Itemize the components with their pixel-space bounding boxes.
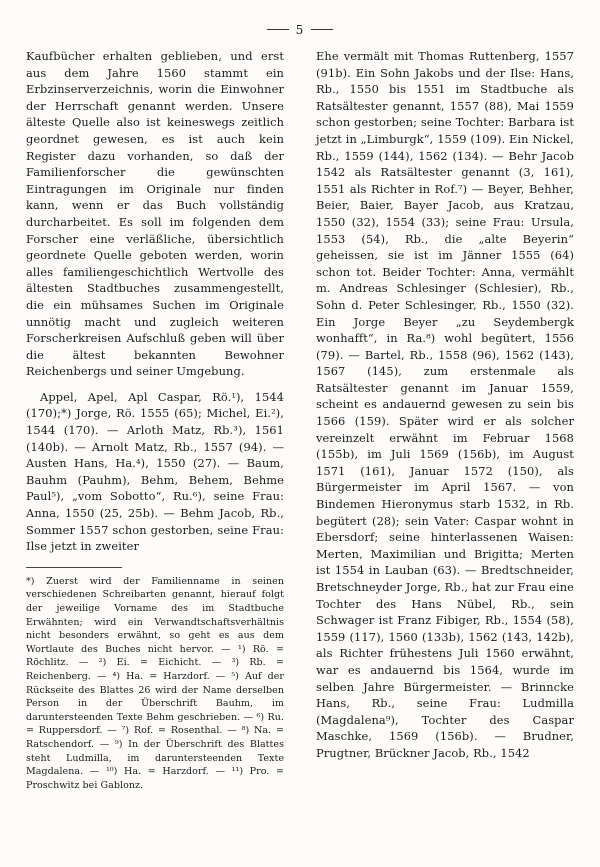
page-header (0, 22, 600, 37)
entries-right: Ehe vermält mit Thomas Ruttenberg, 1557 (91b). Ein Sohn Jakobs und der Ilse: Hans, Rb., 1550 bis 1551 im Stadtbuche als Ratsältester genannt, 1557 (88), Mai 1559 schon gestorben; seine Tochter: Barbara ist jetzt in „Limburgk“, 1559 (109). Ein Nickel, Rb., 1559 (144), 1562 (134). — Behr Jacob 1542 als Ratsältester genannt (3, 161), 1551 als Richter in Rof.⁷) — Beyer, Behher, Beier, Baier, Bayer Jacob, aus Kratzau, 1550 (32), 1554 (33); seine Frau: Ursula, 1553 (54), Rb., die „alte Beyerin“ geheissen, sie ist im Jänner 1555 (64) schon tot. Beider Tochter: Anna, vermählt m. Andreas Schlesinger (Schlesier), Rb., Sohn d. Peter Schlesinger, Rb., 1550 (32). Ein Jorge Beyer „zu Seydembergk wonhafft“, in Ra.⁸) wohl begütert, 1556 (79). — Bartel, Rb., 1558 (96), 1562 (143), 1567 (145), zum erstenmale als Ratsältester genannt im Januar 1559, scheint es andauernd gewesen zu sein bis 1566 (159). Später wird er als solcher vereinzelt erwähnt im Februar 1568 (155b), im Juli 1569 (156b), im August 1571 (161), Januar 1572 (150), als Bürgermeister im April 1567. — von Bindemen Hieronymus starb 1532, in Rb. begütert (28); sein Vater: Caspar wohnt in Ebersdorf; seine hinterlassenen Waisen: Merten, Maximilian und Brigitta; Merten ist 1554 in Lauban (63). — Bredtschneider, Bretschneyder Jorge, Rb., hat zur Frau eine Tochter des Hans Nübel, Rb., sein Schwager ist Franz Fibiger, Rb., 1554 (58), 1559 (117), 1560 (133b), 1562 (143, 142b), als Richter frühestens Juli 1560 erwähnt, war es andauernd bis 1564, wurde im selben Jahre Bürgermeister. — Brinncke Hans, Rb., seine Frau: Ludmilla (Magdalena⁹), Tochter des Caspar Maschke, 1569 (156b). — Brudner, Prugtner, Brückner Jacob, Rb., 1542 (316, 49, 574, 760)
page-number: 5 (295, 22, 305, 37)
header-rule-left (267, 29, 289, 30)
intro-paragraph: Kaufbücher erhalten geblieben, und erst aus dem Jahre 1560 stammt ein Erbzinserverzeichnis, worin die Einwohner der Herrschaft genannt werden. Unsere älteste Quelle also ist keineswegs zeitlich geordnet gewesen, es ist auch kein Register dazu vorhanden, so daß der Familienforscher die gewünschten Eintragungen im Originale nur finden kann, wenn er das Buch vollständig durcharbeitet. Es soll im folgenden dem Forscher eine verläßliche, übersichtlich geordnete Quelle geboten werden, worin alles familiengeschichtlich Wertvolle des ältesten Stadtbuches zusammengestellt, die ein mühsames Suchen im Originale unnötig macht und zugleich weiteren Forscherkreisen Aufschluß geben will über die ältest bekannten Bewohner Reichenbergs und seiner Umgebung. (26, 49, 284, 379)
header-rule-right (311, 29, 333, 30)
column-left (26, 48, 284, 848)
footnotes-left: *) Zuerst wird der Familienname in seinen verschiedenen Schreibarten genannt, hierauf folgt der jeweilige Vorname des im Stadtbuche Erwähnten; wird ein Verwandtschaftsverhältnis nicht besonders erwähnt, so geht es aus dem Wortlaute des Buches nicht hervor. — ¹) Rö. = Röchlitz. — ²) Ei. = Eichicht. — ³) Rb. = Reichenberg. — ⁴) Ha. = Harzdorf. — ⁵) Auf der Rückseite des Blattes 26 wird der Name derselben Person in der Überschrift Bauhm, im daruntersteenden Texte Behm geschrieben. — ⁶) Ru. = Ruppersdorf. — ⁷) Rof. = Rosenthal. — ⁸) Na. = Ratschendorf. — ⁹) In der Überschrift des Blattes steht Ludmilla, im daruntersteenden Texte Magdalena. — ¹⁰) Ha. = Harzdorf. — ¹¹) Pro. = Proschwitz bei Gablonz. (26, 575, 284, 791)
column-right (316, 48, 574, 848)
text-columns (26, 48, 574, 848)
footnote-separator (26, 567, 122, 568)
entries-left: Appel, Apel, Apl Caspar, Rö.¹), 1544 (170);*) Jorge, Rö. 1555 (65); Michel, Ei.²), 1544 (170). — Arloth Matz, Rb.³), 1561 (140b). — Arnolt Matz, Rb., 1557 (94). — Austen Hans, Ha.⁴), 1550 (27). — Baum, Bauhm (Pauhm), Behm, Behem, Behme Paul⁵), „vom Sobotto“, Ru.⁶), seine Frau: Anna, 1550 (25, 25b). — Behm Jacob, Rb., Sommer 1557 schon gestorben, seine Frau: Ilse jetzt in zweiter (26, 389, 284, 554)
